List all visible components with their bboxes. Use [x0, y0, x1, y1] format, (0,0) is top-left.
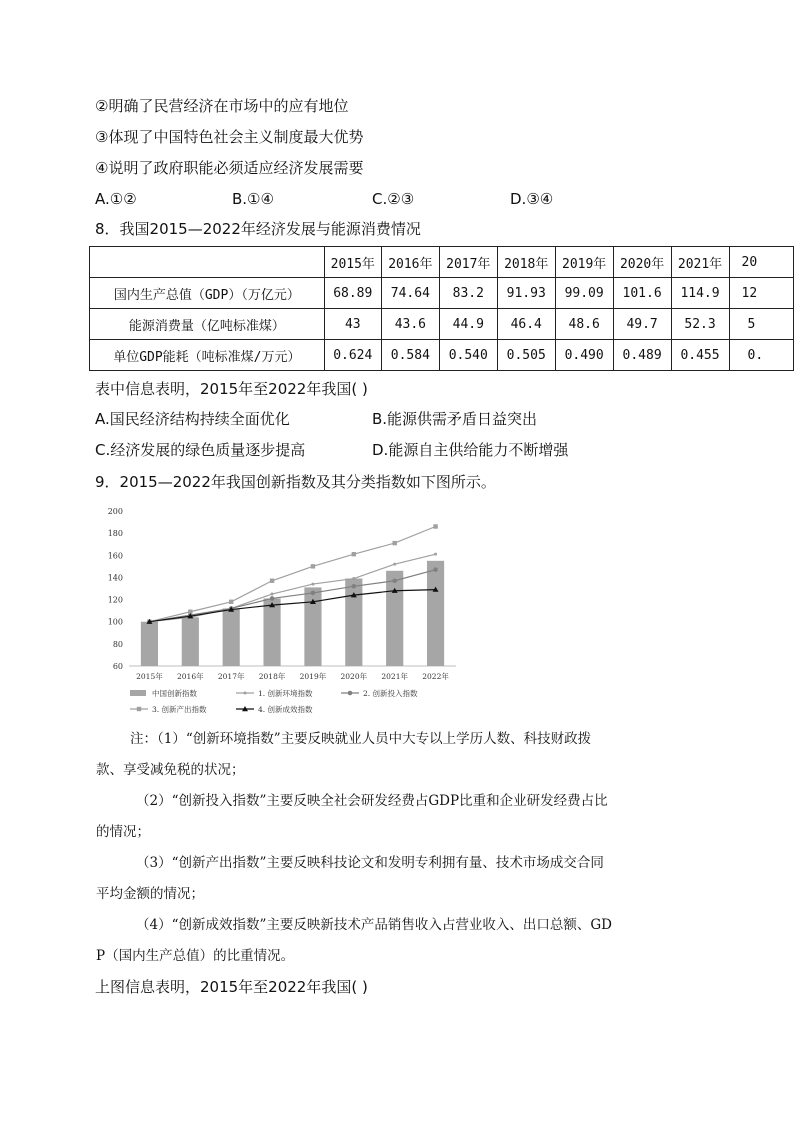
- data-point: [352, 552, 356, 556]
- table-cell: 12: [729, 278, 794, 309]
- x-tick-label: 2019年: [299, 672, 327, 681]
- energy-table: [89, 246, 794, 371]
- bar: [345, 579, 362, 666]
- table-cell: 0.490: [555, 340, 613, 371]
- q9-question: 上图信息表明，2015年至2022年我国( ): [95, 978, 368, 996]
- y-tick-label: 80: [112, 639, 123, 649]
- q7-choice-c[interactable]: C.②③: [372, 190, 415, 208]
- y-tick-label: 180: [107, 529, 123, 539]
- y-tick-label: 140: [107, 573, 123, 583]
- bar: [223, 608, 240, 666]
- table-corner-cell: [90, 247, 325, 278]
- data-point: [392, 541, 396, 545]
- table-cell: 0.505: [497, 340, 555, 371]
- q7-choice-d[interactable]: D.③④: [510, 190, 554, 208]
- data-point: [433, 567, 438, 572]
- table-cell: 0.584: [381, 340, 439, 371]
- table-cell: 52.3: [671, 309, 729, 340]
- bar: [182, 617, 199, 666]
- data-point: [271, 593, 274, 596]
- data-point: [352, 577, 355, 580]
- year-header: 2018年: [497, 247, 555, 278]
- data-point: [392, 578, 397, 583]
- legend-label: 2. 创新投入指数: [363, 689, 418, 698]
- q7-statement-3: ③体现了中国特色社会主义制度最大优势: [95, 128, 364, 146]
- table-cell: 46.4: [497, 309, 555, 340]
- year-header: 2019年: [555, 247, 613, 278]
- note-line-8: P（国内生产总值）的比重情况。: [96, 948, 295, 964]
- table-cell: 0.: [729, 340, 794, 371]
- legend-marker: [244, 692, 247, 695]
- year-header: 2016年: [381, 247, 439, 278]
- data-point: [311, 583, 314, 586]
- data-point: [229, 600, 233, 604]
- q7-statement-2: ②明确了民营经济在市场中的应有地位: [95, 97, 349, 115]
- table-row: [90, 340, 794, 371]
- table-cell: 101.6: [613, 278, 671, 309]
- table-cell: 48.6: [555, 309, 613, 340]
- year-header: 2020年: [613, 247, 671, 278]
- q7-choice-a[interactable]: A.①②: [95, 190, 137, 208]
- table-cell: 0.455: [671, 340, 729, 371]
- table-cell: 99.09: [555, 278, 613, 309]
- note-line-1: 注：（1）“创新环境指数”主要反映就业人员中大专以上学历人数、科技财政拨: [130, 731, 592, 747]
- note-line-4: 的情况；: [96, 824, 150, 840]
- table-cell: 83.2: [439, 278, 497, 309]
- note-line-7: （4）“创新成效指数”主要反映新技术产品销售收入占营业收入、出口总额、GD: [136, 917, 612, 933]
- x-tick-label: 2022年: [422, 672, 449, 681]
- y-tick-label: 120: [107, 595, 123, 605]
- bar: [427, 561, 444, 666]
- table-cell: 49.7: [613, 309, 671, 340]
- bar: [386, 571, 403, 666]
- table-cell: 43.6: [381, 309, 439, 340]
- legend-label: 中国创新指数: [152, 689, 197, 698]
- legend-marker: [348, 691, 353, 696]
- table-cell: 91.93: [497, 278, 555, 309]
- note-line-5: （3）“创新产出指数”主要反映科技论文和发明专利拥有量、技术市场成交合同: [136, 855, 604, 871]
- data-point: [311, 564, 315, 568]
- bar: [263, 598, 280, 666]
- data-point: [393, 563, 396, 566]
- data-point: [270, 596, 275, 601]
- legend-label: 4. 创新成效指数: [258, 705, 313, 714]
- q8-question: 表中信息表明，2015年至2022年我国( ): [95, 380, 368, 398]
- year-header: 2021年: [671, 247, 729, 278]
- year-header: 2017年: [439, 247, 497, 278]
- legend-label: 3. 创新产出指数: [152, 705, 207, 714]
- table-cell: 44.9: [439, 309, 497, 340]
- innovation-index-chart: [96, 500, 476, 720]
- table-row: [90, 309, 794, 340]
- table-header-row: [90, 247, 794, 278]
- x-tick-label: 2021年: [381, 672, 408, 681]
- row-label-gdp: 国内生产总值（GDP）（万亿元）: [90, 278, 325, 309]
- x-tick-label: 2020年: [340, 672, 368, 681]
- bar: [141, 622, 158, 666]
- table-cell: 74.64: [381, 278, 439, 309]
- q8-choice-b[interactable]: B.能源供需矛盾日益突出: [372, 410, 538, 428]
- note-line-6: 平均金额的情况；: [96, 886, 204, 902]
- q7-choice-b[interactable]: B.①④: [232, 190, 274, 208]
- year-header: 20: [729, 247, 794, 278]
- y-tick-label: 100: [107, 617, 123, 627]
- x-tick-label: 2016年: [177, 672, 204, 681]
- table-cell: 0.540: [439, 340, 497, 371]
- q9-stem: 9．2015—2022年我国创新指数及其分类指数如下图所示。: [95, 473, 496, 491]
- q7-statement-4: ④说明了政府职能必须适应经济发展需要: [95, 159, 364, 177]
- data-point: [434, 553, 437, 556]
- table-row: [90, 278, 794, 309]
- note-line-3: （2）“创新投入指数”主要反映全社会研发经费占GDP比重和企业研发经费占比: [136, 793, 608, 809]
- data-point: [433, 524, 437, 528]
- legend-marker: [137, 707, 141, 711]
- q8-choice-a[interactable]: A.国民经济结构持续全面优化: [95, 410, 290, 428]
- x-tick-label: 2018年: [258, 672, 286, 681]
- table-cell: 68.89: [324, 278, 381, 309]
- x-tick-label: 2015年: [136, 672, 163, 681]
- y-tick-label: 160: [107, 551, 123, 561]
- data-point: [352, 584, 357, 589]
- data-point: [311, 591, 316, 596]
- year-header: 2015年: [324, 247, 381, 278]
- y-tick-label: 200: [107, 507, 123, 516]
- data-point: [270, 579, 274, 583]
- q8-stem: 8．我国2015—2022年经济发展与能源消费情况: [95, 220, 421, 238]
- legend-label: 1. 创新环境指数: [258, 689, 313, 698]
- y-tick-label: 60: [112, 662, 123, 671]
- note-line-2: 款、享受减免税的状况；: [96, 762, 245, 778]
- row-label-energy: 能源消费量（亿吨标准煤）: [90, 309, 325, 340]
- q8-choice-d[interactable]: D.能源自主供给能力不断增强: [372, 441, 569, 459]
- table-cell: 5: [729, 309, 794, 340]
- row-label-intensity: 单位GDP能耗（吨标准煤/万元）: [90, 340, 325, 371]
- q8-choice-c[interactable]: C.经济发展的绿色质量逐步提高: [95, 441, 306, 459]
- table-cell: 0.489: [613, 340, 671, 371]
- legend-swatch: [130, 690, 146, 696]
- table-cell: 43: [324, 309, 381, 340]
- x-tick-label: 2017年: [217, 672, 245, 681]
- table-cell: 114.9: [671, 278, 729, 309]
- table-cell: 0.624: [324, 340, 381, 371]
